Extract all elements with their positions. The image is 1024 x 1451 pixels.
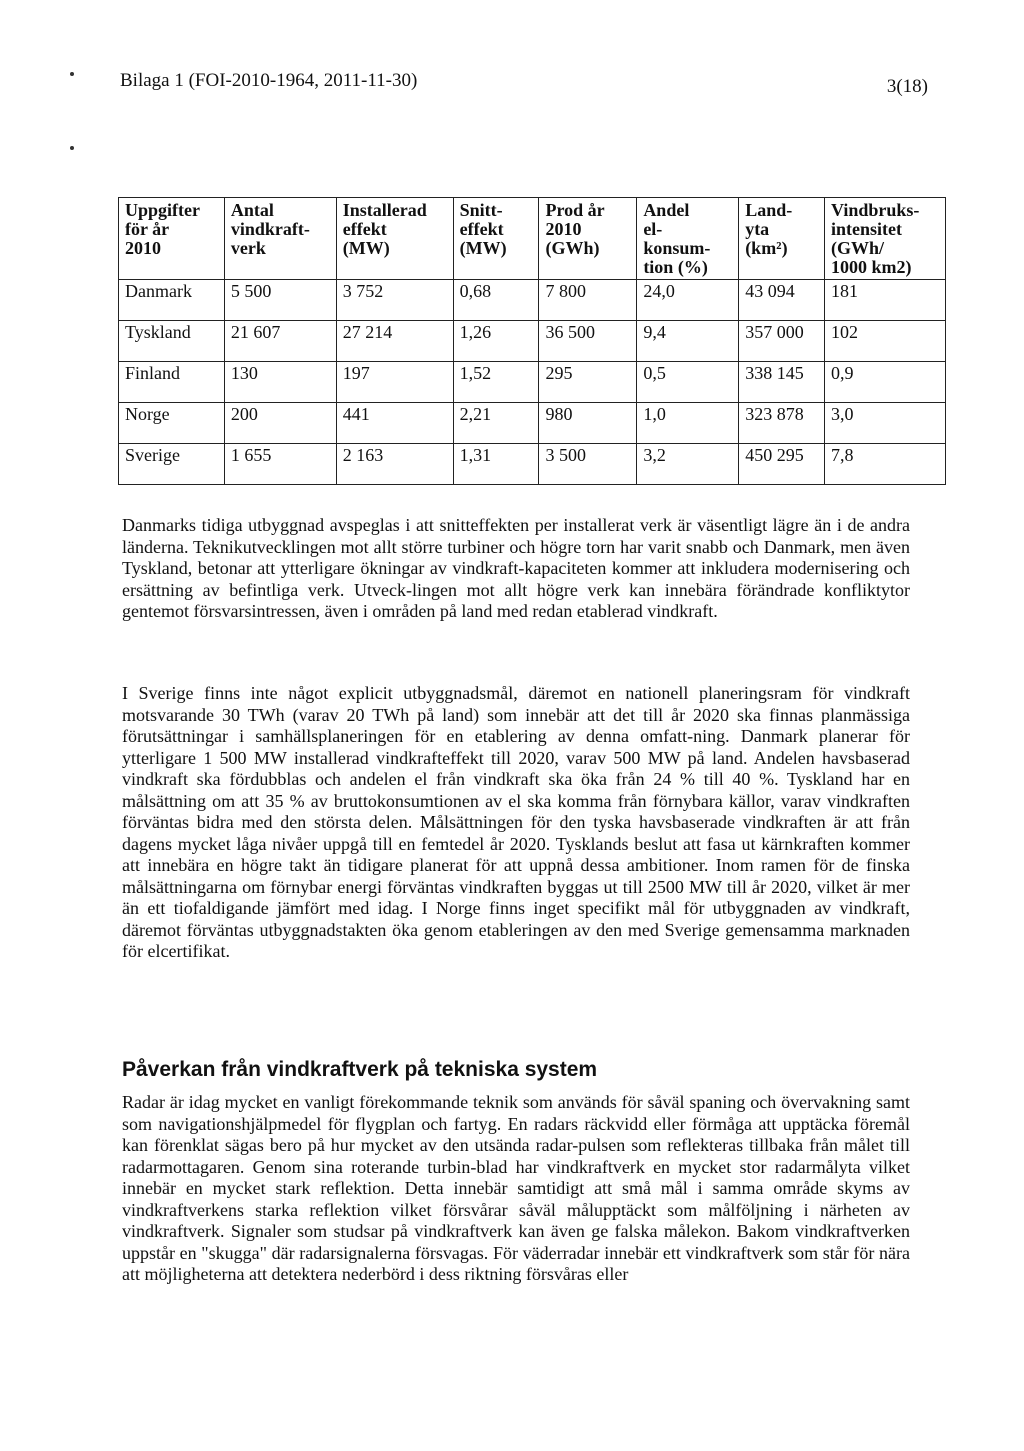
table-cell: 36 500 <box>539 321 637 362</box>
table-cell: 102 <box>825 321 946 362</box>
table-cell: 357 000 <box>739 321 825 362</box>
table-row <box>119 321 946 362</box>
table-cell: 197 <box>336 362 453 403</box>
table-cell: 7 800 <box>539 280 637 321</box>
table-row <box>119 280 946 321</box>
table-cell: 3 500 <box>539 444 637 485</box>
table-cell: 3 752 <box>336 280 453 321</box>
table-cell: 130 <box>224 362 336 403</box>
paragraph: Radar är idag mycket en vanligt förekommande teknik som används för såväl spaning och övervakning samt som navigationshjälpmedel för flygplan och fartyg. En radars räckvidd eller förmåga att upptäcka föremål kan förenklat sägas bero på hur mycket av den utsända radar-pulsen som reflekteras tillbaka från målet till radarmottagaren. Genom sina roterande turbin-blad har vindkraftverk en mycket stor radarmålyta vilket innebär en mycket stark reflektion. Detta innebär samtidigt att små mål i samma område skyms av vindkraftverkens starka reflektion vilket försvårar såväl målupptäckt som målföljning i närheten av vindkraftverk. Signaler som studsar på vindkraftverk kan även ge falska målekon. Bakom vindkraftverken uppstår en "skugga" där radarsignalerna försvagas. För väderradar innebär ett vindkraftverk som står för nära att möjligheterna att detektera nederbörd i dess riktning försvåras eller <box>122 1092 910 1284</box>
column-header: Antal vindkraft- verk <box>224 198 336 280</box>
table-cell: 441 <box>336 403 453 444</box>
paragraph: Danmarks tidiga utbyggnad avspeglas i att snitteffekten per installerat verk är väsentligt lägre än i de andra länderna. Teknikutvecklingen mot allt större turbiner och högre torn har varit snabb och Danmark, men även Tyskland, betonar att ytterligare ökningar av vindkraft-kapaciteten kommer att inkludera modernisering och ersättning av befintliga verk. Utveck-lingen mot allt högre verk kan innebära förändrade konfliktytor gentemot försvarsintressen, även i områden på land med redan etablerad vindkraft. <box>122 515 910 621</box>
table-cell: 338 145 <box>739 362 825 403</box>
table-cell: 9,4 <box>637 321 739 362</box>
table-cell: 1,0 <box>637 403 739 444</box>
table-cell: 1,31 <box>453 444 539 485</box>
document-reference: Bilaga 1 (FOI-2010-1964, 2011-11-30) <box>120 70 418 91</box>
column-header: Land- yta (km²) <box>739 198 825 280</box>
table-cell: 27 214 <box>336 321 453 362</box>
table-cell: 980 <box>539 403 637 444</box>
table-cell: 1,26 <box>453 321 539 362</box>
table-cell: 24,0 <box>637 280 739 321</box>
table-cell: 323 878 <box>739 403 825 444</box>
table-cell: 1,52 <box>453 362 539 403</box>
page-number: 3(18) <box>886 76 928 97</box>
table-cell: 1 655 <box>224 444 336 485</box>
paragraph: I Sverige finns inte något explicit utbyggnadsmål, däremot en nationell planeringsram för vindkraft motsvarande 30 TWh (varav 20 TWh på land) som innebär att det till år 2020 ska finnas planmässiga förutsättningar i samhällsplaneringen för en etablering av denna omfatt-ning. Danmark planerar för ytterligare 1 500 MW installerad vindkrafteffekt till 2020, varav 500 MW på land. Andelen havsbaserad vindkraft ska fördubblas och andelen el från vindkraft ska öka från 24 % till 40 %. Tyskland har en målsättning om att 35 % av bruttokonsumtionen av el ska komma från förnybara källor, varav vindkraften förväntas bidra med den största delen. Målsättningen för den tyska havsbaserade vindkraften är att från dagens mycket låga nivåer uppgå till en femtedel år 2020. Tysklands beslut att fasa ut kärnkraften kommer att innebära en högre takt än tidigare planerat för att uppnå dessa ambitioner. Inom ramen för de finska målsättningarna om förnybar energi förväntas vindkraften byggas ut till 2500 MW till år 2020, vilket är mer än ett tiofaldigande jämfört med idag. I Norge finns inget specifikt mål för utbyggnaden av vindkraft, däremot förväntas utbyggnadstakten öka genom etableringen av den med Sverige gemensamma marknaden för elcertifikat. <box>122 683 910 961</box>
table-cell: 0,5 <box>637 362 739 403</box>
table-cell: 2,21 <box>453 403 539 444</box>
table-cell: 5 500 <box>224 280 336 321</box>
table-header-row <box>119 198 946 280</box>
table-row <box>119 444 946 485</box>
table-row <box>119 403 946 444</box>
wind-power-table <box>118 197 946 485</box>
scan-mark <box>70 72 74 76</box>
table-cell: Danmark <box>119 280 225 321</box>
table-cell: Sverige <box>119 444 225 485</box>
table-cell: 43 094 <box>739 280 825 321</box>
table-cell: 7,8 <box>825 444 946 485</box>
table-cell: 3,0 <box>825 403 946 444</box>
table-cell: Norge <box>119 403 225 444</box>
table-cell: 3,2 <box>637 444 739 485</box>
table-cell: Finland <box>119 362 225 403</box>
table-cell: 450 295 <box>739 444 825 485</box>
column-header: Snitt- effekt (MW) <box>453 198 539 280</box>
table-cell: Tyskland <box>119 321 225 362</box>
section-heading: Påverkan från vindkraftverk på tekniska system <box>122 1058 598 1081</box>
column-header: Prod år 2010 (GWh) <box>539 198 637 280</box>
column-header: Andel el- konsum- tion (%) <box>637 198 739 280</box>
table-cell: 295 <box>539 362 637 403</box>
table-cell: 2 163 <box>336 444 453 485</box>
table-cell: 0,9 <box>825 362 946 403</box>
table-cell: 0,68 <box>453 280 539 321</box>
column-header: Uppgifter för år 2010 <box>119 198 225 280</box>
table-cell: 181 <box>825 280 946 321</box>
column-header: Vindbruks- intensitet (GWh/ 1000 km2) <box>825 198 946 280</box>
column-header: Installerad effekt (MW) <box>336 198 453 280</box>
table-cell: 200 <box>224 403 336 444</box>
table-row <box>119 362 946 403</box>
page-header <box>120 70 928 100</box>
table-cell: 21 607 <box>224 321 336 362</box>
scan-mark <box>70 146 74 150</box>
